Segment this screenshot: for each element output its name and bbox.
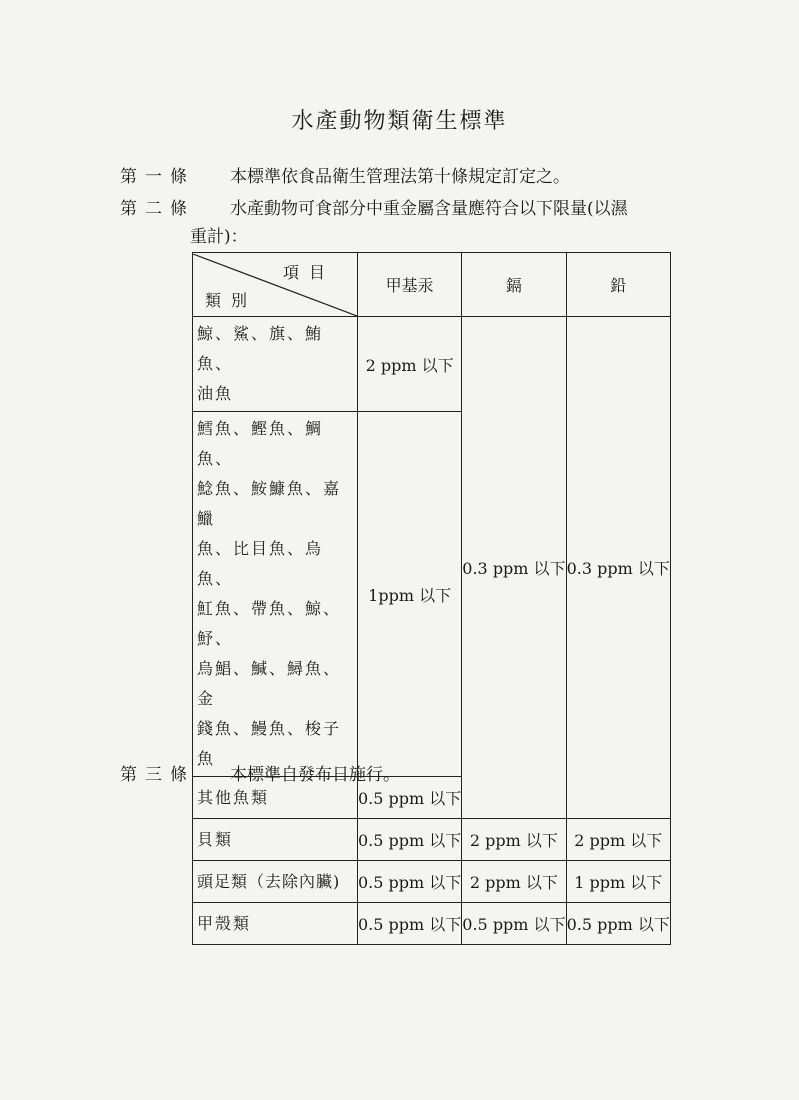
header-item-label: 項目: [283, 262, 336, 282]
methylmercury-value: 0.5 ppm 以下: [358, 903, 462, 945]
methylmercury-value: 0.5 ppm 以下: [358, 777, 462, 819]
article-1-label: 第一條: [120, 167, 195, 187]
methylmercury-value: 0.5 ppm 以下: [358, 819, 462, 861]
article-2-label: 第二條: [120, 199, 195, 219]
category-cell: 甲殼類: [193, 903, 358, 945]
heavy-metal-limits-table: [192, 252, 671, 945]
header-diagonal-cell: [193, 253, 358, 317]
article-1-text: 本標準依食品衛生管理法第十條規定訂定之。: [230, 167, 570, 187]
methylmercury-value: 2 ppm 以下: [358, 317, 462, 412]
category-cell: 鯨、鯊、旗、鮪魚、 油魚: [193, 317, 358, 412]
methylmercury-value: 0.5 ppm 以下: [358, 861, 462, 903]
category-cell: 貝類: [193, 819, 358, 861]
lead-value: 2 ppm 以下: [566, 819, 670, 861]
category-cell: 其他魚類: [193, 777, 358, 819]
article-2-continuation: 重計)：: [190, 227, 248, 247]
methylmercury-value: 1ppm 以下: [358, 412, 462, 777]
header-category-label: 類別: [205, 290, 258, 310]
table-row: [193, 903, 671, 945]
column-cadmium: 鎘: [462, 253, 566, 317]
article-3-text: 本標準自發布日施行。: [230, 765, 400, 785]
cadmium-value: 2 ppm 以下: [462, 819, 566, 861]
fish-cadmium-value: 0.3 ppm 以下: [462, 317, 566, 819]
lead-value: 1 ppm 以下: [566, 861, 670, 903]
article-2: [120, 194, 628, 219]
table-row: [193, 819, 671, 861]
column-lead: 鉛: [566, 253, 670, 317]
category-cell: 頭足類（去除內臟): [193, 861, 358, 903]
article-3: [120, 760, 400, 785]
cadmium-value: 0.5 ppm 以下: [462, 903, 566, 945]
table-row: [193, 861, 671, 903]
article-3-label: 第三條: [120, 765, 195, 785]
article-2-text: 水產動物可食部分中重金屬含量應符合以下限量(以濕: [230, 199, 628, 219]
document-title: 水產動物類衛生標準: [291, 109, 508, 134]
table-header-row: [193, 253, 671, 317]
category-cell: 鱈魚、鰹魚、鯛魚、 鯰魚、鮟鱇魚、嘉鱲 魚、比目魚、烏魚、 魟魚、帶魚、鯨、魣、 烏鯧、鰔、鱘魚、金 錢魚、鰻魚、梭子魚: [193, 412, 358, 777]
cadmium-value: 2 ppm 以下: [462, 861, 566, 903]
fish-lead-value: 0.3 ppm 以下: [566, 317, 670, 819]
lead-value: 0.5 ppm 以下: [566, 903, 670, 945]
column-methylmercury: 甲基汞: [358, 253, 462, 317]
article-1: [120, 162, 570, 187]
table-row: [193, 317, 671, 412]
